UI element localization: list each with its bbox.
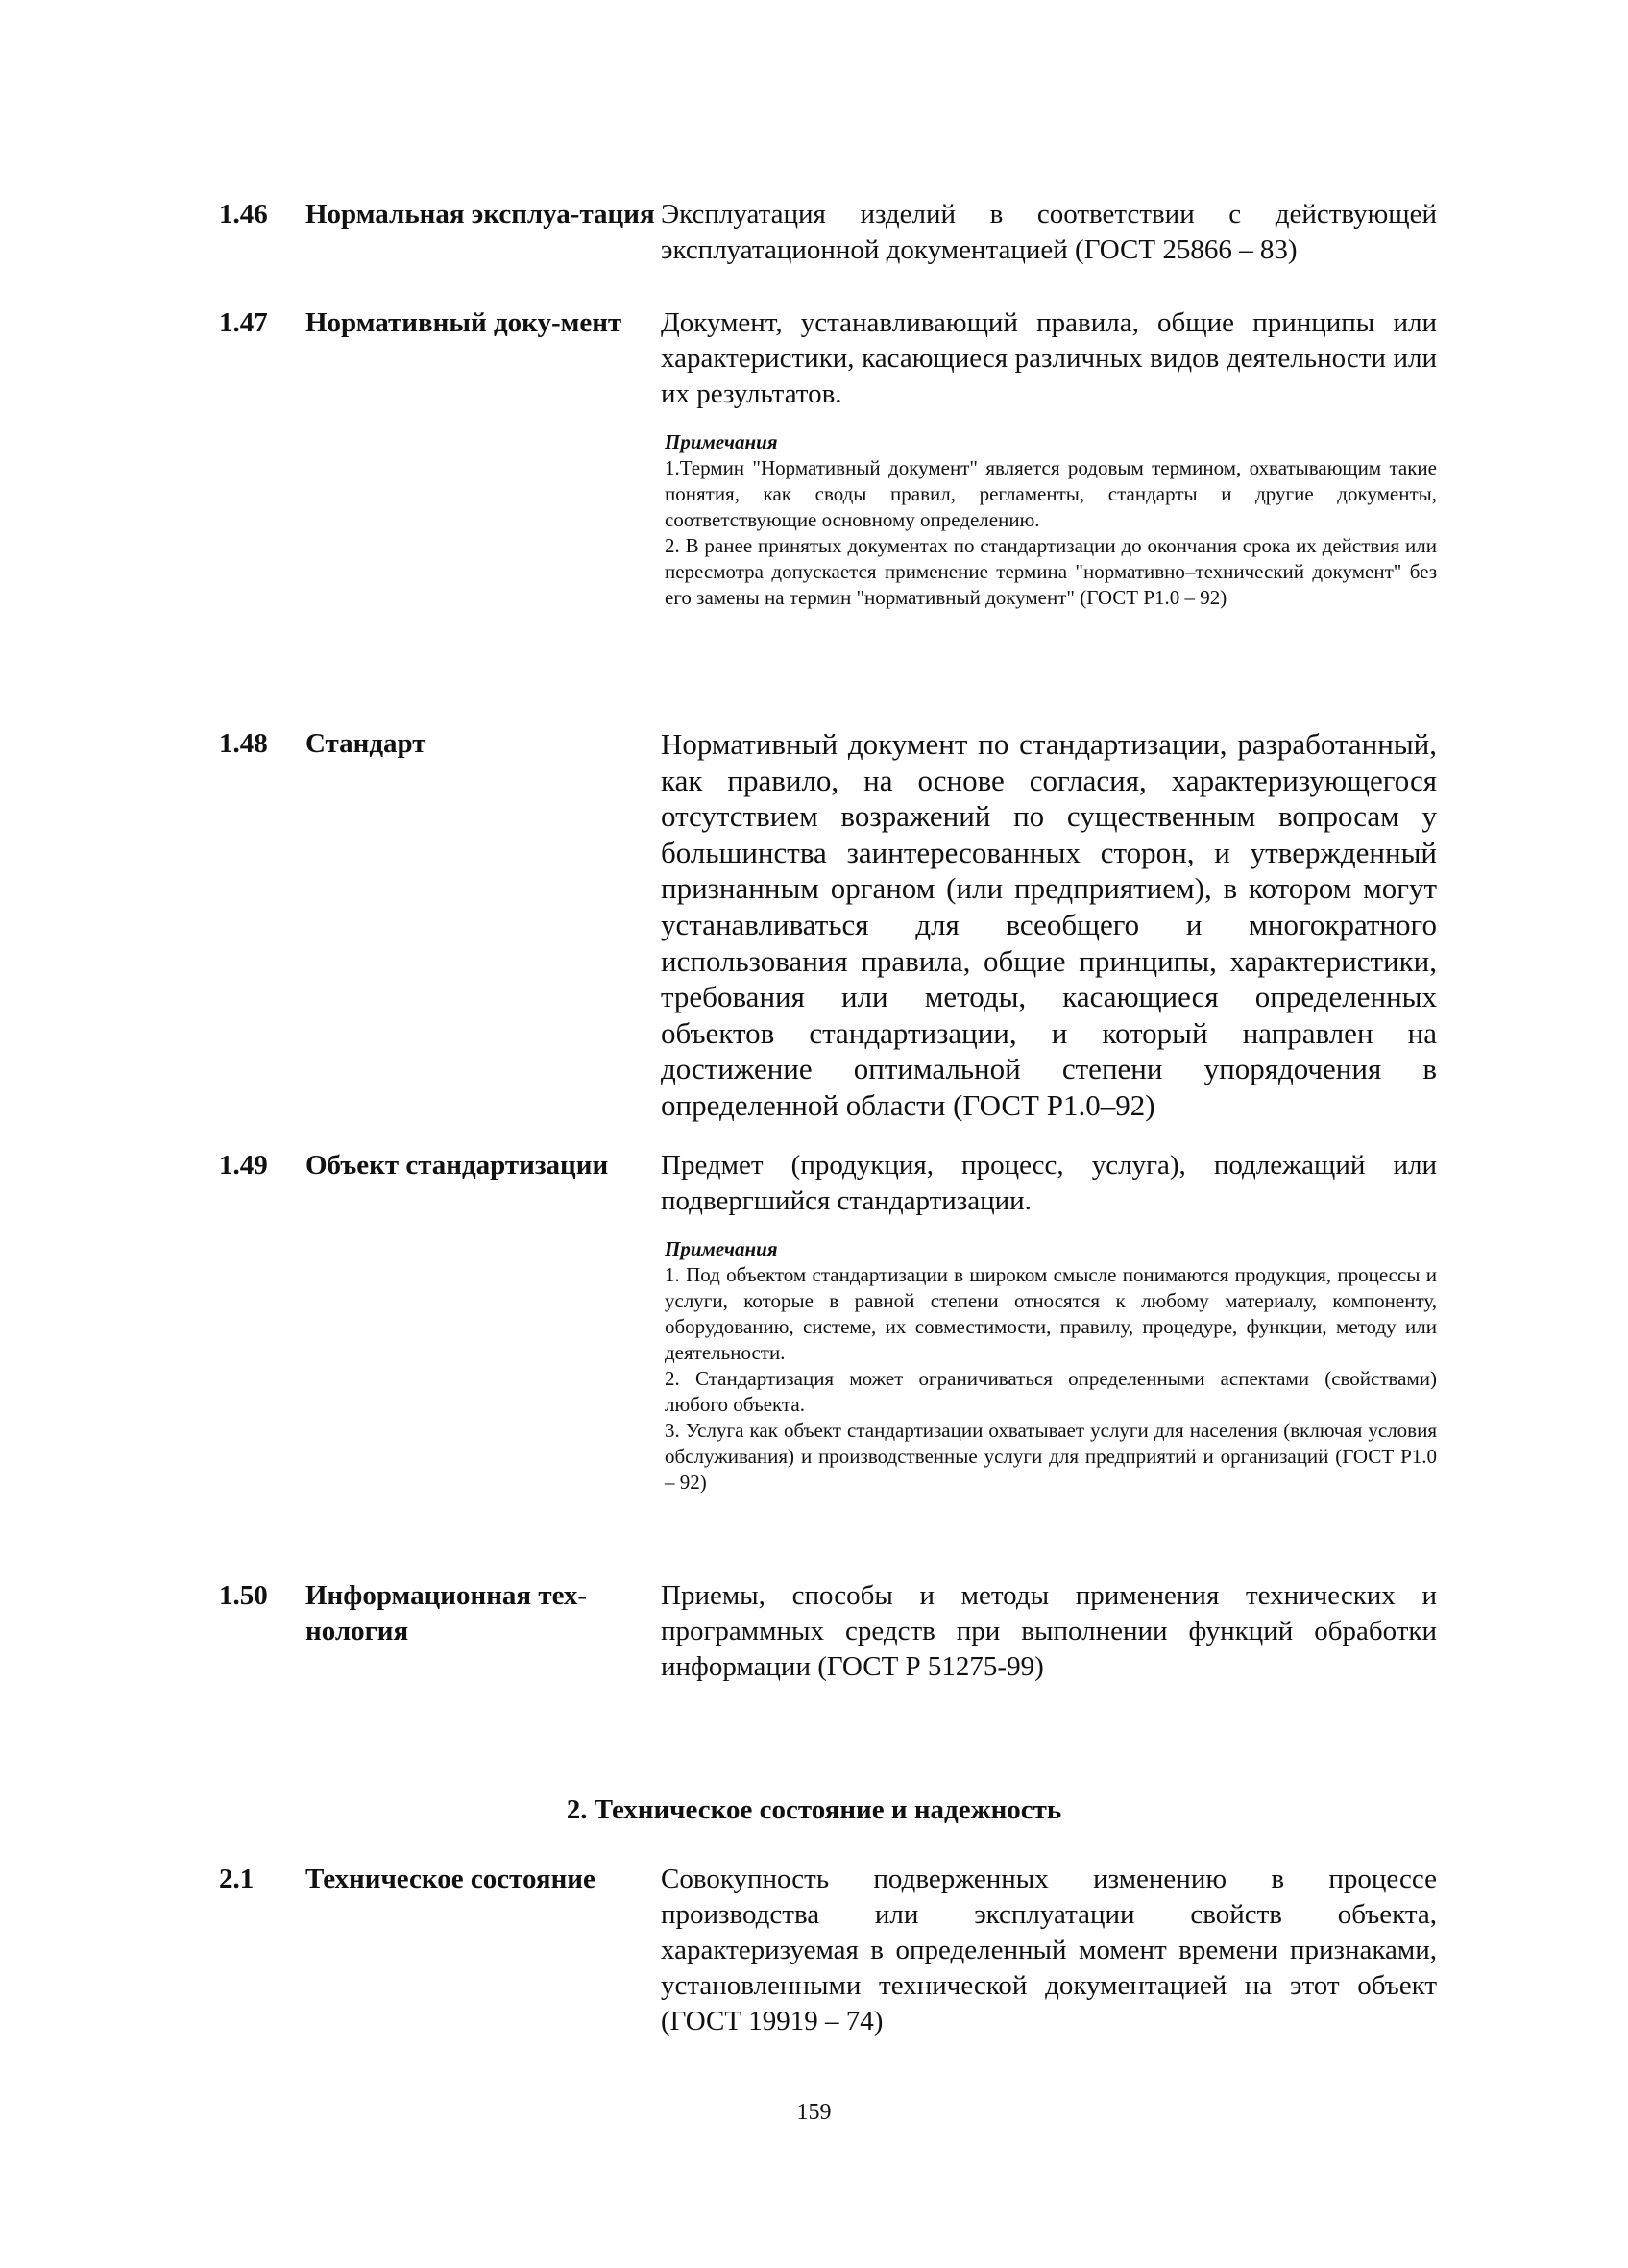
entry-term: Информационная тех-нология	[305, 1580, 588, 1646]
notes-title: Примечания	[665, 430, 778, 453]
note-item: 1. Под объектом стандартизации в широком смысле понимаются продукция, процессы и услуги, которые в равной степени относятся к любому материалу, компоненту, оборудованию, системе, их совместимости, правилу, процедуре, функции, методу или деятельности.	[665, 1263, 1437, 1364]
entry-number: 1.47	[219, 307, 268, 338]
entry-number: 2.1	[219, 1864, 255, 1894]
entry-number: 1.46	[219, 199, 268, 230]
entry-term: Техническое состояние	[305, 1864, 595, 1894]
entry-number: 1.50	[219, 1580, 268, 1611]
entry-number: 1.48	[219, 728, 268, 759]
notes-block	[661, 429, 1437, 611]
notes-block	[661, 1236, 1437, 1496]
entry-definition-block	[661, 305, 1437, 611]
entry-term: Стандарт	[305, 728, 426, 759]
entry-term: Нормальная эксплуа-тация	[305, 199, 655, 230]
entry-term: Нормативный доку-мент	[305, 307, 622, 338]
entry-definition: Документ, устанавливающий правила, общие принципы или характеристики, касающиеся различных видов деятельности или их результатов.	[661, 307, 1437, 409]
note-item: 3. Услуга как объект стандартизации охватывает услуги для населения (включая условия обслуживания) и производственные услуги для предприятий и организаций (ГОСТ Р1.0 – 92)	[665, 1419, 1437, 1494]
note-item: 1.Термин "Нормативный документ" является родовым термином, охватывающим такие понятия, как своды правил, регламенты, стандарты и другие документы, соответствующие основному определению.	[665, 456, 1437, 531]
note-item: 2. Стандартизация может ограничиваться определенными аспектами (свойствами) любого объекта.	[665, 1367, 1437, 1416]
entry-term: Объект стандартизации	[305, 1150, 609, 1181]
entry-definition: Приемы, способы и методы применения технических и программных средств при выполнении функций обработки информации (ГОСТ Р 51275-99)	[661, 1580, 1437, 1682]
page-number: 159	[796, 2100, 832, 2125]
note-item: 2. В ранее принятых документах по стандартизации до окончания срока их действия или пересмотра допускается применение термина "нормативно–технический документ" без его замены на термин "нормативный документ" (ГОСТ Р1.0 – 92)	[665, 534, 1437, 609]
entry-number: 1.49	[219, 1150, 268, 1181]
entry-definition: Совокупность подверженных изменению в процессе производства или эксплуатации свойств объекта, характеризуемая в определенный момент времени признаками, установленными технической документацией на этот объект (ГОСТ 19919 – 74)	[661, 1864, 1437, 2036]
section-heading: 2. Техническое состояние и надежность	[566, 1794, 1062, 1825]
entry-definition: Эксплуатация изделий в соответствии с действующей эксплуатационной документацией (ГОСТ 25866 – 83)	[661, 199, 1437, 265]
entry-definition: Нормативный документ по стандартизации, разработанный, как правило, на основе согласия, характеризующегося отсутствием возражений по существенным вопросам у большинства заинтересованных сторон, и утвержденный признанным органом (или предприятием), в котором могут устанавливаться для всеобщего и многократного использования правила, общие принципы, характеристики, требования или методы, касающиеся определенных объектов стандартизации, и который направлен на достижение оптимальной степени упорядочения в определенной области (ГОСТ Р1.0–92)	[661, 727, 1437, 1122]
notes-title: Примечания	[665, 1237, 778, 1260]
entry-definition-block	[661, 1148, 1437, 1496]
entry-definition: Предмет (продукция, процесс, услуга), подлежащий или подвергшийся стандартизации.	[661, 1150, 1437, 1216]
